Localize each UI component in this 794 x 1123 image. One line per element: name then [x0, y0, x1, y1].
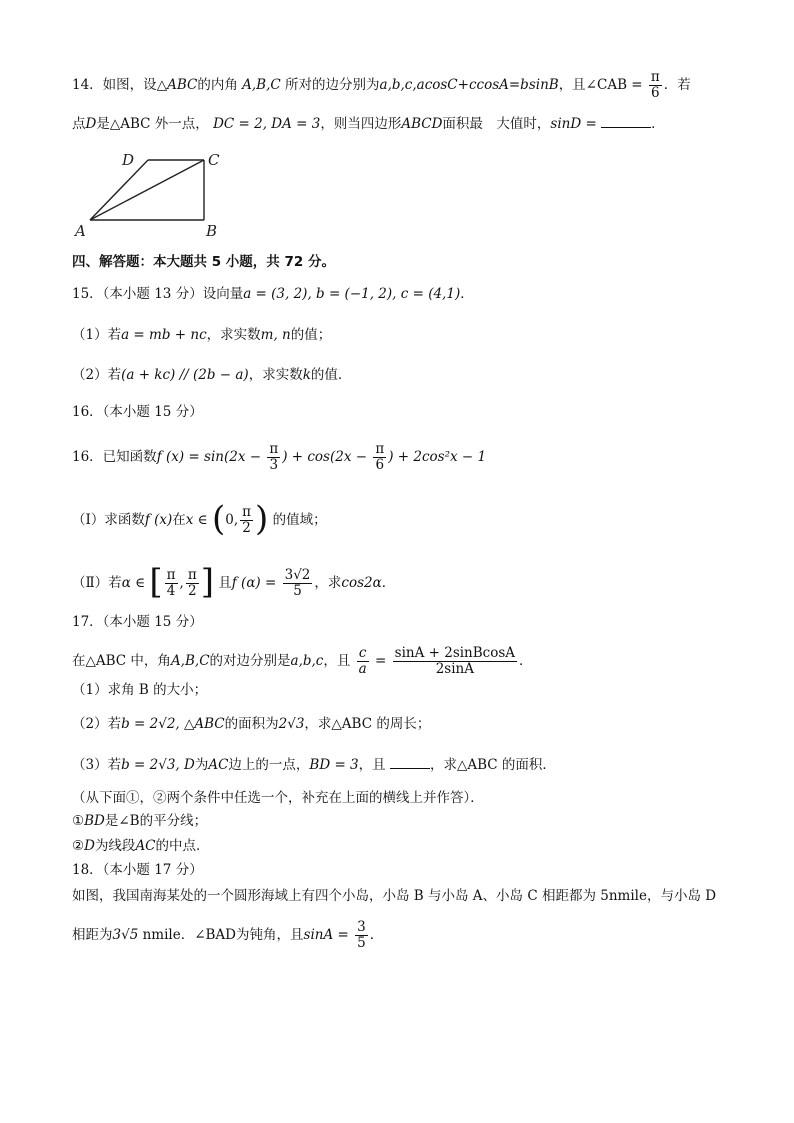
q14-fraction: $\frac{\pi}{6}$ [650, 69, 660, 101]
q14-figure [72, 150, 232, 240]
q14-line2: 点D是△ABC 外一点， DC = 2, DA = 3，则当四边形ABCD面积最 大值时，sinD = ． [72, 116, 665, 132]
q15-part2: （2）若(a + kc) // (2b − a)，求实数k的值． [72, 367, 352, 383]
figure-label-b: B [206, 222, 218, 240]
figure-edge-da [90, 160, 148, 220]
q15-part1: （1）若a = mb + nc，求实数m, n的值； [72, 327, 332, 343]
q17-part2: （2）若b = 2√2, △ABC的面积为2√3，求△ABC 的周长； [72, 716, 431, 732]
q17-part3: （3）若b = 2√3, D为AC边上的一点，BD = 3，且 ，求△ABC 的面积． [72, 757, 556, 773]
q17-note: （从下面①，②两个条件中任选一个，补充在上面的横线上并作答）． [72, 790, 484, 806]
q16-statement: 16．已知函数f (x) = sin(2x − $\frac{\pi}{3}$ ) + cos(2x − $\frac{\pi}{6}$ ) + 2cos²x − 1 [72, 441, 487, 473]
q18-line1: 如图，我国南海某处的一个圆形海域上有四个小岛，小岛 B 与小岛 A、小岛 C 相距都为 5nmile，与小岛 D [72, 888, 717, 904]
q16-part2: （Ⅱ）若α ∈ [ $\frac{\pi}{4}$ , $\frac{\pi}{2}$ ] 且f (α) = $\frac{3√2}{5}$ ，求cos2α． [72, 562, 396, 602]
vector-defs: a = (3, 2), b = (−1, 2), c = (4,1) [243, 286, 461, 302]
q14-line1: 14．如图，设△ABC的内角 A,B,C 所对的边分别为a,b,c,acosC+ccosA=bsinB，且∠CAB = $\frac{\pi}{6}$ ．若 [72, 69, 691, 101]
section-heading: 四、解答题：本大题共 5 小题，共 72 分。 [72, 254, 335, 270]
q15-head: 15．（本小题 13 分）设向量a = (3, 2), b = (−1, 2), c = (4,1)． [72, 286, 474, 302]
q16-part1: （Ⅰ）求函数f (x)在x ∈ (0, $\frac{\pi}{2}$ ) 的值域； [72, 499, 327, 539]
q17-head: 17．（本小题 15 分） [72, 614, 203, 630]
q18-head: 18．（本小题 17 分） [72, 862, 203, 878]
figure-diagonal-ac [90, 160, 204, 220]
q17-statement: 在△ABC 中，角A,B,C的对边分别是a,b,c，且 $\frac{c}{a}$ = $\frac{\text{sinA + 2sinBcosA}}{2\sin A}$ ． [72, 645, 533, 677]
figure-label-c: C [208, 151, 220, 169]
condition-blank[interactable] [390, 768, 430, 769]
q18-line2: 相距为3√5 nmile．∠BAD为钝角，且sinA = $\frac{3}{5}$ ． [72, 919, 384, 951]
q16-head: 16．（本小题 15 分） [72, 404, 203, 420]
answer-blank[interactable] [601, 127, 651, 128]
q17-option1: ①BD是∠B的平分线； [72, 813, 208, 829]
figure-label-a: A [75, 222, 86, 240]
figure-label-d: D [122, 151, 135, 169]
q17-part1: （1）求角 B 的大小； [72, 682, 208, 698]
q17-option2: ②D为线段AC的中点． [72, 838, 210, 854]
